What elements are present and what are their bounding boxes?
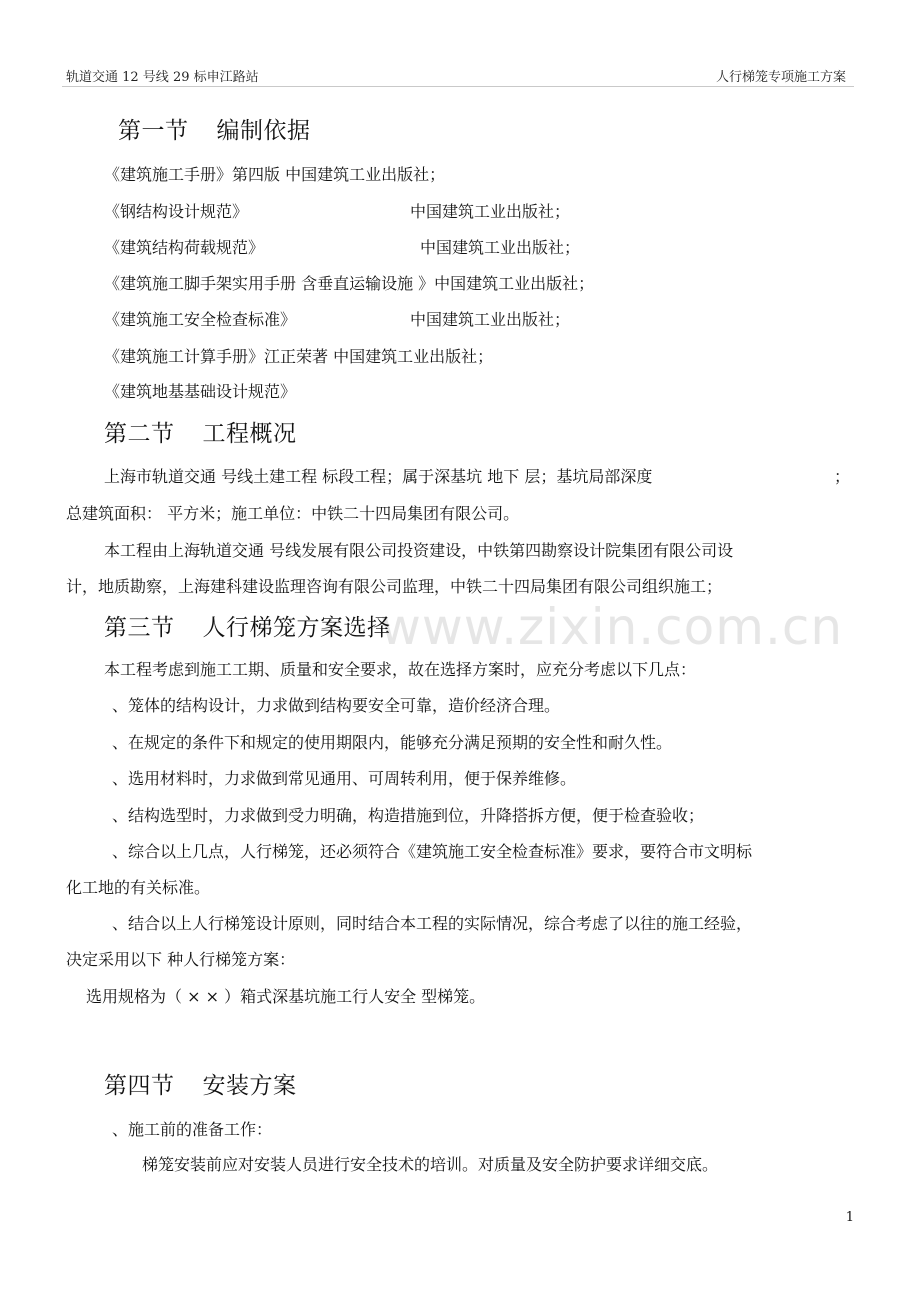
ref-line-7: 《建筑地基基础设计规范》 (104, 382, 297, 401)
section-4-number: 第四节 (104, 1073, 175, 1099)
selection-point-2: 、在规定的条件下和规定的使用期限内，能够充分满足预期的安全性和耐久性。 (112, 733, 673, 752)
overview-line-2: 总建筑面积： 平方米；施工单位：中铁二十四局集团有限公司。 (66, 504, 520, 523)
ref-line-5-title: 《建筑施工安全检查标准》 (104, 310, 297, 329)
ref-line-1: 《建筑施工手册》第四版 中国建筑工业出版社； (104, 165, 446, 184)
overview-line-3: 本工程由上海轨道交通 号线发展有限公司投资建设，中铁第四勘察设计院集团有限公司设 (104, 541, 734, 560)
selection-point-5b: 化工地的有关标准。 (66, 878, 211, 897)
selection-point-5a: 、综合以上几点，人行梯笼，还必须符合《建筑施工安全检查标准》要求，要符合市文明标 (112, 842, 753, 861)
ref-line-3-title: 《建筑结构荷载规范》 (104, 238, 265, 257)
selection-point-6b: 决定采用以下 种人行梯笼方案： (66, 950, 296, 969)
ref-line-2-title: 《钢结构设计规范》 (104, 202, 249, 221)
header-left: 轨道交通 12 号线 29 标申江路站 (66, 70, 259, 85)
install-point-1: 、施工前的准备工作： (112, 1120, 273, 1139)
ref-line-5-publisher: 中国建筑工业出版社； (410, 310, 571, 329)
overview-line-1: 上海市轨道交通 号线土建工程 标段工程；属于深基坑 地下 层；基坑局部深度 (104, 467, 653, 486)
ref-line-6: 《建筑施工计算手册》江正荣著 中国建筑工业出版社； (104, 347, 494, 366)
ref-line-4: 《建筑施工脚手架实用手册 含垂直运输设施 》中国建筑工业出版社； (104, 274, 595, 293)
overview-line-1-end: ； (834, 467, 851, 486)
page-number: 1 (845, 1210, 854, 1225)
section-2-heading (104, 415, 297, 448)
selection-point-6a: 、结合以上人行梯笼设计原则，同时结合本工程的实际情况，综合考虑了以往的施工经验， (112, 914, 753, 933)
section-4-heading (104, 1067, 297, 1100)
section-1-number: 第一节 (118, 118, 189, 144)
overview-line-4: 计，地质勘察，上海建科建设监理咨询有限公司监理，中铁二十四局集团有限公司组织施工； (66, 577, 723, 596)
section-3-heading (104, 609, 391, 642)
section-2-number: 第二节 (104, 421, 175, 447)
install-point-1-detail: 梯笼安装前应对安装人员进行安全技术的培训。对质量及安全防护要求详细交底。 (142, 1155, 719, 1174)
selection-point-3: 、选用材料时，力求做到常见通用、可周转利用，便于保养维修。 (112, 769, 577, 788)
ref-line-2-publisher: 中国建筑工业出版社； (410, 202, 571, 221)
header-divider (62, 86, 854, 87)
selection-spec: 选用规格为（ × × ）箱式深基坑施工行人安全 型梯笼。 (86, 987, 486, 1006)
section-3-title: 人行梯笼方案选择 (202, 615, 391, 641)
ref-line-3-publisher: 中国建筑工业出版社； (420, 238, 581, 257)
section-3-number: 第三节 (104, 615, 175, 641)
section-2-title: 工程概况 (202, 421, 297, 447)
watermark: www.zixin.com.cn (380, 598, 844, 656)
section-4-title: 安装方案 (202, 1073, 297, 1099)
section-1-title: 编制依据 (216, 118, 311, 144)
selection-point-4: 、结构选型时，力求做到受力明确，构造措施到位，升降搭拆方便，便于检查验收； (112, 806, 705, 825)
selection-point-1: 、笼体的结构设计，力求做到结构要安全可靠，造价经济合理。 (112, 696, 561, 715)
section-1-heading (118, 112, 311, 145)
header-right: 人行梯笼专项施工方案 (715, 70, 846, 85)
selection-intro: 本工程考虑到施工工期、质量和安全要求，故在选择方案时，应充分考虑以下几点： (104, 660, 697, 679)
